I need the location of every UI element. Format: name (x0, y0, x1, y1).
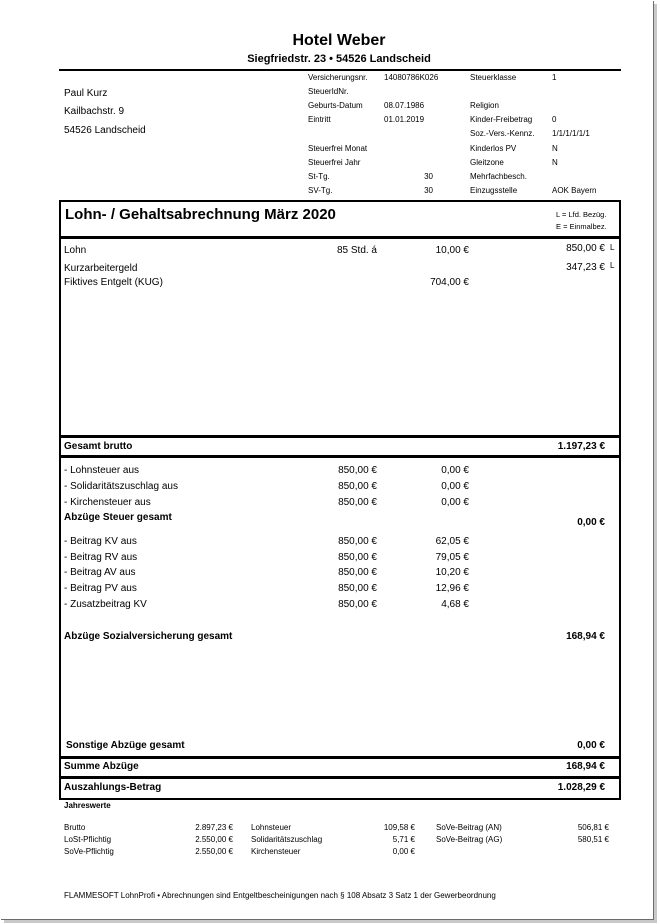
info-label: Versicherungsnr. (308, 73, 368, 82)
info-label: St-Tg. (308, 172, 330, 181)
annual-label: SoVe-Pflichtig (64, 847, 114, 856)
info-label: Einzugsstelle (470, 186, 518, 195)
gross-rule-top (59, 435, 621, 438)
other-deductions-amount: 0,00 € (577, 740, 605, 751)
social-base: 850,00 € (338, 552, 377, 563)
slip-title: Lohn- / Gehaltsabrechnung März 2020 (65, 206, 336, 223)
annual-value: 506,81 € (577, 823, 609, 832)
social-amount: 62,05 € (435, 536, 469, 547)
gross-amount: 1.197,23 € (557, 441, 605, 452)
annual-label: SoVe-Beitrag (AG) (436, 835, 503, 844)
sum-rule-bottom (59, 776, 621, 779)
social-base: 850,00 € (338, 599, 377, 610)
annual-label: LoSt-Pflichtig (64, 835, 112, 844)
annual-value: 0,00 € (392, 847, 415, 856)
tax-label: - Solidaritätszuschlag aus (64, 481, 178, 492)
earning-amount: 850,00 € (566, 243, 605, 254)
title-rule (59, 236, 621, 239)
earning-label: Fiktives Entgelt (KUG) (64, 277, 163, 288)
company-address: Siegfriedstr. 23 • 54526 Landscheid (247, 53, 431, 65)
info-label: Kinderlos PV (470, 144, 517, 153)
info-value: 08.07.1986 (384, 101, 425, 110)
employee-city: 54526 Landscheid (64, 125, 146, 136)
info-label: Steuerfrei Monat (308, 144, 368, 153)
legend-einmal: E = Einmalbez. (556, 222, 607, 231)
payslip-page (1, 1, 654, 920)
gross-label: Gesamt brutto (64, 441, 133, 452)
info-value: 1 (552, 73, 557, 82)
earning-label: Kurzarbeitergeld (64, 263, 138, 274)
sum-deductions-label: Summe Abzüge (64, 761, 139, 772)
sum-rule-top (59, 756, 621, 759)
social-amount: 4,68 € (441, 599, 469, 610)
info-label: Kinder-Freibetrag (470, 115, 533, 124)
legend-laufend: L = Lfd. Bezüg. (556, 210, 607, 219)
info-label: Steuerklasse (470, 73, 517, 82)
social-label: - Beitrag AV aus (64, 567, 136, 578)
info-value: 0 (552, 115, 557, 124)
header-rule (59, 69, 621, 71)
employee-street: Kailbachstr. 9 (64, 106, 125, 117)
company-name: Hotel Weber (292, 32, 386, 49)
info-label: Eintritt (308, 115, 331, 124)
info-value: 30 (424, 172, 433, 181)
social-amount: 79,05 € (435, 552, 469, 563)
info-label: SV-Tg. (308, 186, 333, 195)
tax-label: - Kirchensteuer aus (64, 497, 151, 508)
info-label: Geburts-Datum (308, 101, 363, 110)
social-label: - Zusatzbeitrag KV (64, 599, 147, 610)
payout-amount: 1.028,29 € (557, 782, 605, 793)
annual-title: Jahreswerte (64, 801, 111, 810)
social-base: 850,00 € (338, 583, 377, 594)
annual-label: Lohnsteuer (251, 823, 292, 832)
info-value: 1/1/1/1/1/1 (552, 129, 590, 138)
info-value: 14080786K026 (384, 73, 439, 82)
annual-value: 2.897,23 € (195, 823, 233, 832)
social-amount: 12,96 € (435, 583, 469, 594)
social-total-label: Abzüge Sozialversicherung gesamt (64, 631, 233, 642)
tax-amount: 0,00 € (441, 497, 469, 508)
info-value: 01.01.2019 (384, 115, 425, 124)
social-total-amount: 168,94 € (566, 631, 605, 642)
info-label: Religion (470, 101, 499, 110)
earning-flag: L (610, 243, 615, 252)
payout-label: Auszahlungs-Betrag (64, 782, 162, 793)
tax-base: 850,00 € (338, 497, 377, 508)
info-label: Soz.-Vers.-Kennz. (470, 129, 535, 138)
tax-base: 850,00 € (338, 481, 377, 492)
tax-label: - Lohnsteuer aus (64, 465, 140, 476)
info-label: SteuerIdNr. (308, 87, 349, 96)
other-deductions-label: Sonstige Abzüge gesamt (66, 740, 185, 751)
earning-amount: 347,23 € (566, 262, 605, 273)
info-label: Steuerfrei Jahr (308, 158, 361, 167)
annual-value: 5,71 € (392, 835, 415, 844)
sum-deductions-amount: 168,94 € (566, 761, 605, 772)
tax-base: 850,00 € (338, 465, 377, 476)
annual-value: 2.550,00 € (195, 847, 233, 856)
earning-qty: 85 Std. á (336, 245, 377, 256)
earning-rate: 704,00 € (430, 277, 469, 288)
social-base: 850,00 € (338, 536, 377, 547)
tax-amount: 0,00 € (441, 465, 469, 476)
info-value: 30 (424, 186, 433, 195)
info-label: Mehrfachbesch. (470, 172, 527, 181)
annual-label: SoVe-Beitrag (AN) (436, 823, 502, 832)
earning-flag: L (610, 261, 615, 270)
annual-label: Solidaritätszuschlag (251, 835, 323, 844)
earning-rate: 10,00 € (435, 245, 469, 256)
employee-name: Paul Kurz (64, 88, 108, 99)
annual-label: Kirchensteuer (251, 847, 301, 856)
social-base: 850,00 € (338, 567, 377, 578)
info-label: Gleitzone (470, 158, 504, 167)
annual-label: Brutto (64, 823, 86, 832)
annual-value: 2.550,00 € (195, 835, 233, 844)
social-label: - Beitrag RV aus (64, 552, 138, 563)
gross-rule-bottom (59, 455, 621, 458)
social-label: - Beitrag PV aus (64, 583, 137, 594)
tax-total-label: Abzüge Steuer gesamt (64, 512, 172, 523)
annual-value: 109,58 € (383, 823, 415, 832)
social-amount: 10,20 € (435, 567, 469, 578)
tax-total-amount: 0,00 € (577, 517, 605, 528)
social-label: - Beitrag KV aus (64, 536, 137, 547)
annual-value: 580,51 € (577, 835, 609, 844)
info-value: N (552, 158, 558, 167)
info-value: N (552, 144, 558, 153)
tax-amount: 0,00 € (441, 481, 469, 492)
earning-label: Lohn (64, 245, 87, 256)
footer-note: FLAMMESOFT LohnProfi • Abrechnungen sind Entgeltbescheinigungen nach § 108 Absatz 3 Satz 1 der Gewerbeordnung (64, 891, 496, 900)
info-value: AOK Bayern (552, 186, 597, 195)
